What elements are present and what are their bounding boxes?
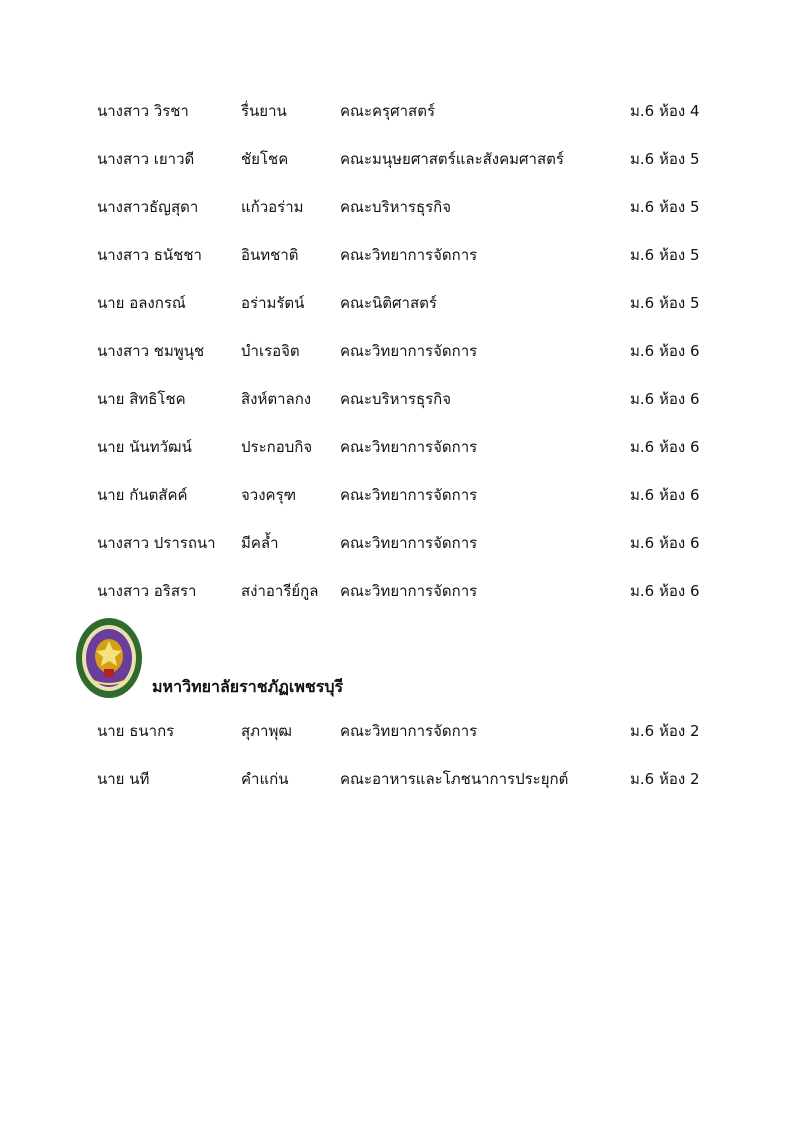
class-room: ม.6 ห้อง 5	[630, 246, 700, 264]
class-room: ม.6 ห้อง 5	[630, 150, 700, 168]
faculty: คณะนิติศาสตร์	[340, 294, 437, 312]
list-item	[0, 243, 804, 267]
student-surname: คำแก่น	[241, 770, 289, 788]
student-surname: สง่าอารีย์กูล	[241, 582, 319, 600]
student-surname: ประกอบกิจ	[241, 438, 313, 456]
class-room: ม.6 ห้อง 2	[630, 722, 700, 740]
list-item	[0, 719, 804, 743]
faculty: คณะวิทยาการจัดการ	[340, 722, 478, 740]
student-name: นางสาว อริสรา	[97, 582, 197, 600]
student-surname: บำเรอจิต	[241, 342, 300, 360]
student-surname: รื่นยาน	[241, 102, 287, 120]
faculty: คณะบริหารธุรกิจ	[340, 390, 452, 408]
student-surname: อินทชาติ	[241, 246, 299, 264]
faculty: คณะวิทยาการจัดการ	[340, 486, 478, 504]
class-room: ม.6 ห้อง 2	[630, 770, 700, 788]
faculty: คณะวิทยาการจัดการ	[340, 438, 478, 456]
university-title: มหาวิทยาลัยราชภัฏเพชรบุรี	[152, 677, 344, 696]
class-room: ม.6 ห้อง 6	[630, 342, 700, 360]
student-name: นาย กันตสัคค์	[97, 486, 188, 504]
class-room: ม.6 ห้อง 6	[630, 534, 700, 552]
student-name: นาย อลงกรณ์	[97, 294, 186, 312]
class-room: ม.6 ห้อง 5	[630, 294, 700, 312]
student-surname: สิงห์ตาลกง	[241, 390, 312, 408]
list-item	[0, 435, 804, 459]
student-surname: ชัยโชค	[241, 150, 289, 168]
university-seal-icon	[75, 617, 143, 699]
faculty: คณะมนุษยศาสตร์และสังคมศาสตร์	[340, 150, 564, 168]
student-name: นางสาว ชมพูนุช	[97, 342, 205, 360]
faculty: คณะวิทยาการจัดการ	[340, 582, 478, 600]
faculty: คณะบริหารธุรกิจ	[340, 198, 452, 216]
list-item	[0, 579, 804, 603]
class-room: ม.6 ห้อง 6	[630, 390, 700, 408]
faculty: คณะครุศาสตร์	[340, 102, 435, 120]
faculty: คณะวิทยาการจัดการ	[340, 246, 478, 264]
class-room: ม.6 ห้อง 6	[630, 582, 700, 600]
student-surname: แก้วอร่าม	[241, 198, 304, 216]
faculty: คณะวิทยาการจัดการ	[340, 342, 478, 360]
class-room: ม.6 ห้อง 4	[630, 102, 700, 120]
student-name: นางสาว วิรชา	[97, 102, 189, 120]
class-room: ม.6 ห้อง 6	[630, 486, 700, 504]
list-item	[0, 339, 804, 363]
list-item	[0, 99, 804, 123]
student-name: นางสาว ธนัชชา	[97, 246, 202, 264]
class-room: ม.6 ห้อง 5	[630, 198, 700, 216]
list-item	[0, 531, 804, 555]
list-item	[0, 483, 804, 507]
class-room: ม.6 ห้อง 6	[630, 438, 700, 456]
student-surname: สุภาพุฒ	[241, 722, 292, 740]
student-surname: จวงครุฑ	[241, 486, 297, 504]
student-name: นาย นันทวัฒน์	[97, 438, 192, 456]
list-item	[0, 291, 804, 315]
list-item	[0, 767, 804, 791]
list-item	[0, 147, 804, 171]
list-item	[0, 387, 804, 411]
list-item	[0, 195, 804, 219]
student-name: นาย ธนากร	[97, 722, 175, 740]
student-surname: อร่ามรัตน์	[241, 294, 305, 312]
faculty: คณะอาหารและโภชนาการประยุกต์	[340, 770, 569, 788]
student-name: นางสาวธัญสุดา	[97, 198, 199, 216]
student-name: นาย นที	[97, 770, 150, 788]
faculty: คณะวิทยาการจัดการ	[340, 534, 478, 552]
student-surname: มีคล้ำ	[241, 534, 279, 552]
student-name: นางสาว ปรารถนา	[97, 534, 216, 552]
student-name: นางสาว เยาวดี	[97, 150, 195, 168]
student-name: นาย สิทธิโชค	[97, 390, 186, 408]
